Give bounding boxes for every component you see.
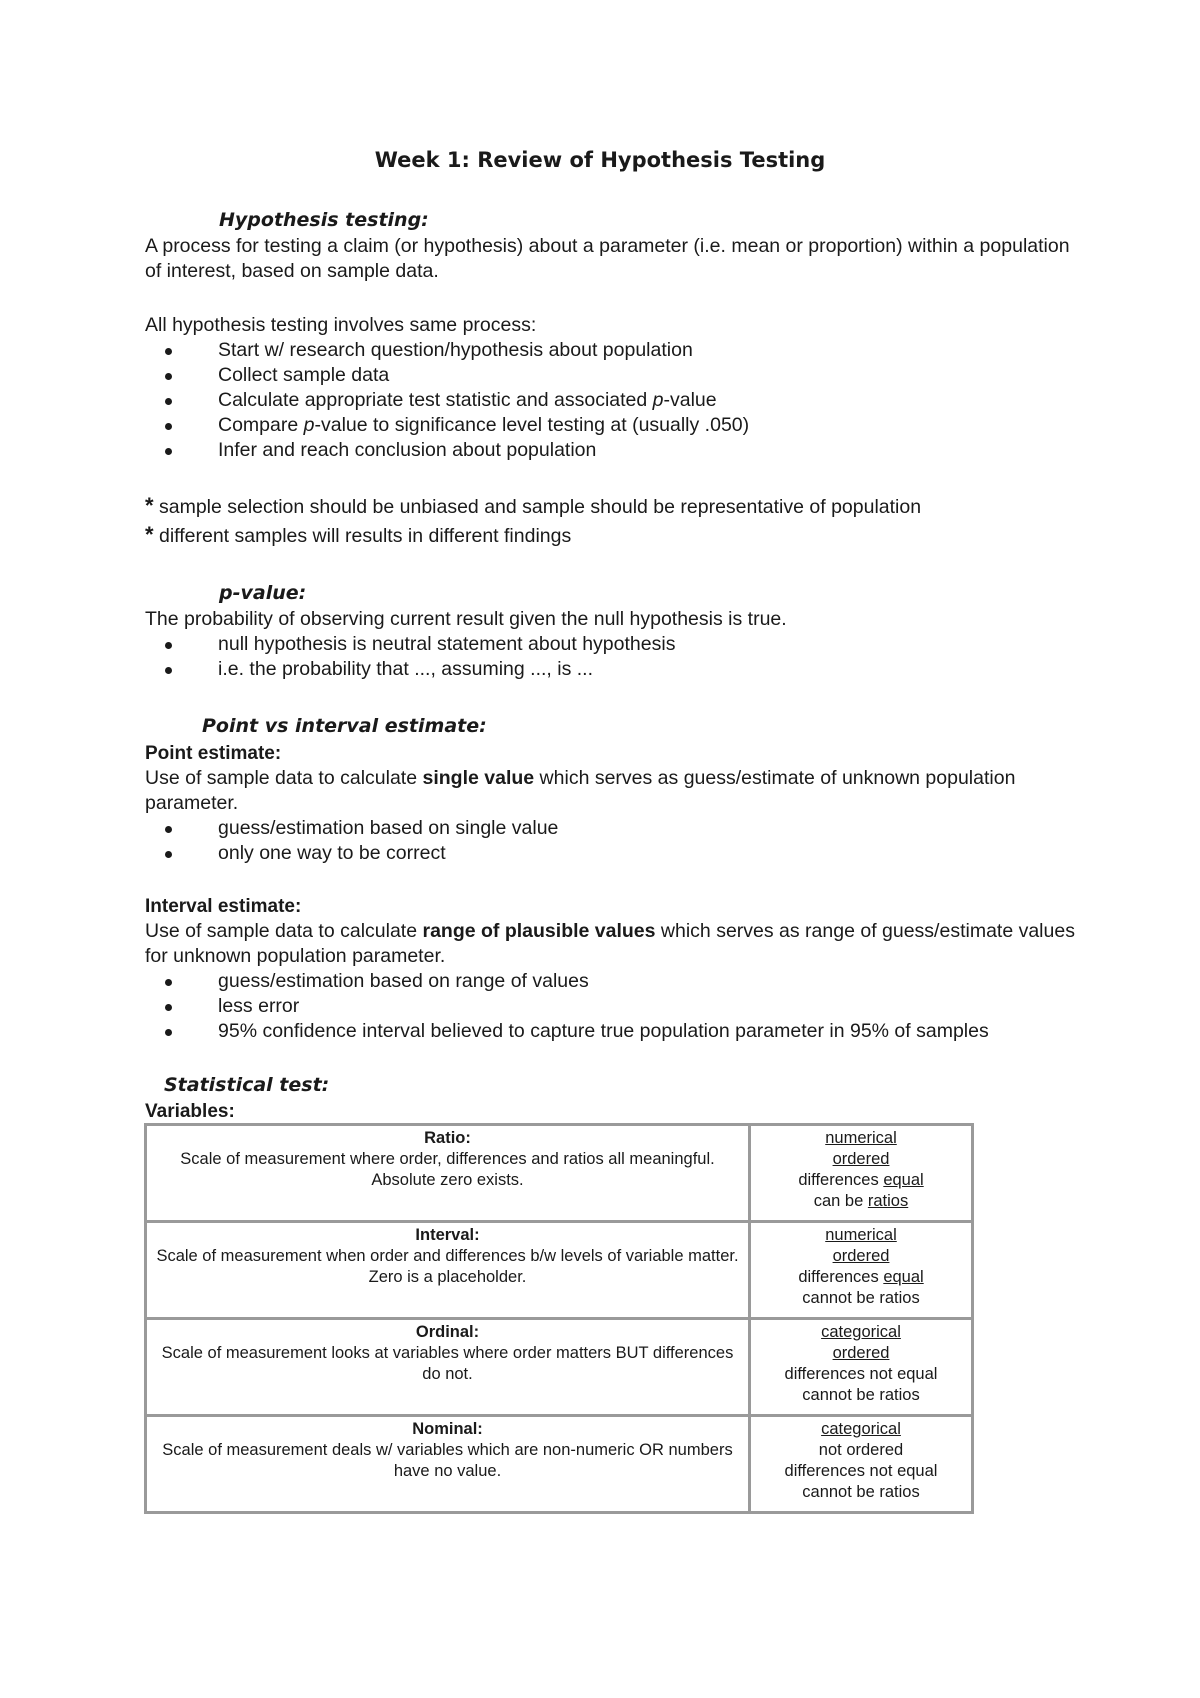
list-item: null hypothesis is neutral statement about hypothesis — [145, 632, 1075, 657]
interval-estimate-list — [145, 969, 1075, 1044]
list-item: Infer and reach conclusion about population — [145, 438, 1075, 463]
p-value-block — [145, 607, 1075, 682]
statistical-test-heading: Statistical test: — [164, 1074, 330, 1096]
variables-table — [144, 1123, 974, 1514]
table-row — [146, 1125, 973, 1222]
list-item: Start w/ research question/hypothesis about population — [145, 338, 1075, 363]
variable-description-cell — [146, 1319, 750, 1416]
interval-estimate-block — [145, 919, 1075, 1044]
bullet-icon — [165, 826, 172, 833]
variable-description: Scale of measurement looks at variables where order matters BUT differences do not. — [161, 1344, 734, 1383]
variable-description-cell — [146, 1125, 750, 1222]
bullet-icon — [165, 373, 172, 380]
variable-attributes-cell: categorical ordered differences not equal cannot be ratios — [750, 1319, 973, 1416]
list-item: Calculate appropriate test statistic and associated p-value — [145, 388, 1075, 413]
list-item: only one way to be correct — [145, 841, 1075, 866]
list-item: Compare p-value to significance level testing at (usually .050) — [145, 413, 1075, 438]
variable-description: Scale of measurement when order and differences b/w levels of variable matter. Zero is a placeholder. — [156, 1247, 739, 1286]
bullet-icon — [165, 1004, 172, 1011]
process-intro: All hypothesis testing involves same process: — [145, 314, 537, 336]
bullet-icon — [165, 448, 172, 455]
variable-description-cell — [146, 1416, 750, 1513]
bullet-icon — [165, 348, 172, 355]
page-title: Week 1: Review of Hypothesis Testing — [374, 148, 826, 172]
bullet-icon — [165, 1029, 172, 1036]
variables-label: Variables: — [145, 1101, 235, 1122]
bullet-icon — [165, 398, 172, 405]
list-item: guess/estimation based on single value — [145, 816, 1075, 841]
variable-type: Ordinal: — [415, 1323, 480, 1341]
variable-description: Scale of measurement deals w/ variables which are non-numeric OR numbers have no value. — [162, 1441, 733, 1480]
process-steps-list — [145, 338, 1075, 463]
definition-text: A process for testing a claim (or hypothesis) about a parameter (i.e. mean or proportion) within a population of interest, based on sample data. — [145, 235, 1070, 282]
notes-block — [145, 492, 1145, 550]
bullet-icon — [165, 851, 172, 858]
variable-description: Scale of measurement where order, differences and ratios all meaningful. Absolute zero exists. — [180, 1150, 715, 1189]
hypothesis-testing-definition — [145, 234, 1075, 284]
table-row — [146, 1222, 973, 1319]
list-item: Collect sample data — [145, 363, 1075, 388]
variable-attributes-cell: categorical not ordered differences not equal cannot be ratios — [750, 1416, 973, 1513]
list-item: less error — [145, 994, 1075, 1019]
p-value-heading: p-value: — [219, 582, 307, 604]
variable-type: Interval: — [415, 1226, 480, 1244]
interval-estimate-label: Interval estimate: — [145, 896, 302, 917]
bullet-icon — [165, 979, 172, 986]
variable-description-cell — [146, 1222, 750, 1319]
list-item: guess/estimation based on range of values — [145, 969, 1075, 994]
note-item: * sample selection should be unbiased and sample should be representative of population — [145, 493, 922, 518]
bullet-icon — [165, 423, 172, 430]
point-estimate-definition: Use of sample data to calculate single value which serves as guess/estimate of unknown population parameter. — [145, 767, 1016, 814]
list-item: i.e. the probability that ..., assuming ..., is ... — [145, 657, 1075, 682]
note-item: * different samples will results in different findings — [145, 522, 572, 547]
bullet-icon — [165, 667, 172, 674]
list-item: 95% confidence interval believed to capture true population parameter in 95% of samples — [145, 1019, 1075, 1044]
process-block — [145, 313, 1075, 463]
table-row — [146, 1416, 973, 1513]
variable-attributes-cell: numerical ordered differences equal can be ratios — [750, 1125, 973, 1222]
variable-type: Nominal: — [412, 1420, 483, 1438]
point-estimate-label: Point estimate: — [145, 743, 282, 764]
point-estimate-list — [145, 816, 1075, 866]
table-row — [146, 1319, 973, 1416]
bullet-icon — [165, 642, 172, 649]
point-estimate-block — [145, 766, 1075, 866]
estimates-heading: Point vs interval estimate: — [202, 715, 487, 737]
interval-estimate-definition: Use of sample data to calculate range of plausible values which serves as range of guess/estimate values for unknown population parameter. — [145, 920, 1075, 967]
variable-attributes-cell: numerical ordered differences equal cannot be ratios — [750, 1222, 973, 1319]
p-value-list — [145, 632, 1075, 682]
hypothesis-testing-heading: Hypothesis testing: — [219, 209, 429, 231]
p-value-definition: The probability of observing current result given the null hypothesis is true. — [145, 608, 787, 630]
variable-type: Ratio: — [424, 1129, 471, 1147]
